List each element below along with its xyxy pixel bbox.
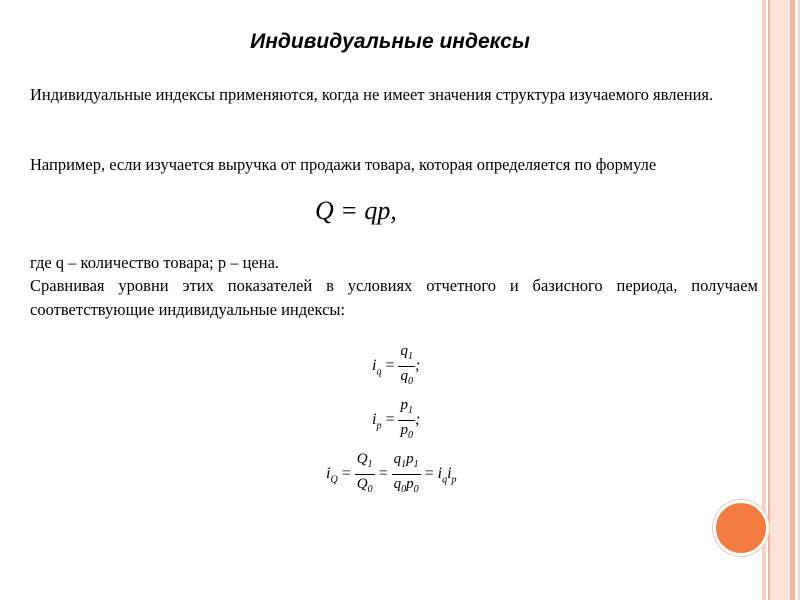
- paragraph-variables: где q – количество товара; p – цена.: [30, 253, 280, 272]
- paragraph-comparison: Сравнивая уровни этих показателей в условиях отчетного и базисного периода, получаем соответствующие индивидуальные индексы:: [30, 276, 758, 319]
- formula-index-price: $i_p$ = $\frac{p_1}{p_0}$ ;: [372, 397, 421, 441]
- decorative-side-stripe-inner: [768, 0, 792, 600]
- paragraph-definition: Индивидуальные индексы применяются, когда не имеет значения структура изучаемого явления.: [30, 85, 714, 104]
- paragraph-example: Например, если изучается выручка от продажи товара, которая определяется по формуле: [30, 155, 657, 174]
- formula-index-quantity: $i_q$ = $\frac{q_1}{q_0}$ ;: [372, 343, 421, 387]
- formula-index-revenue: $i_Q$ = $\frac{Q_1}{Q_0}$ = $\frac{q_1p_1}{q_0p_0}$ = $i_qi_p$: [326, 451, 457, 495]
- decorative-orange-circle: [713, 500, 769, 556]
- slide-title: Индивидуальные индексы: [250, 30, 530, 53]
- formula-revenue: Q = qp,: [315, 196, 397, 225]
